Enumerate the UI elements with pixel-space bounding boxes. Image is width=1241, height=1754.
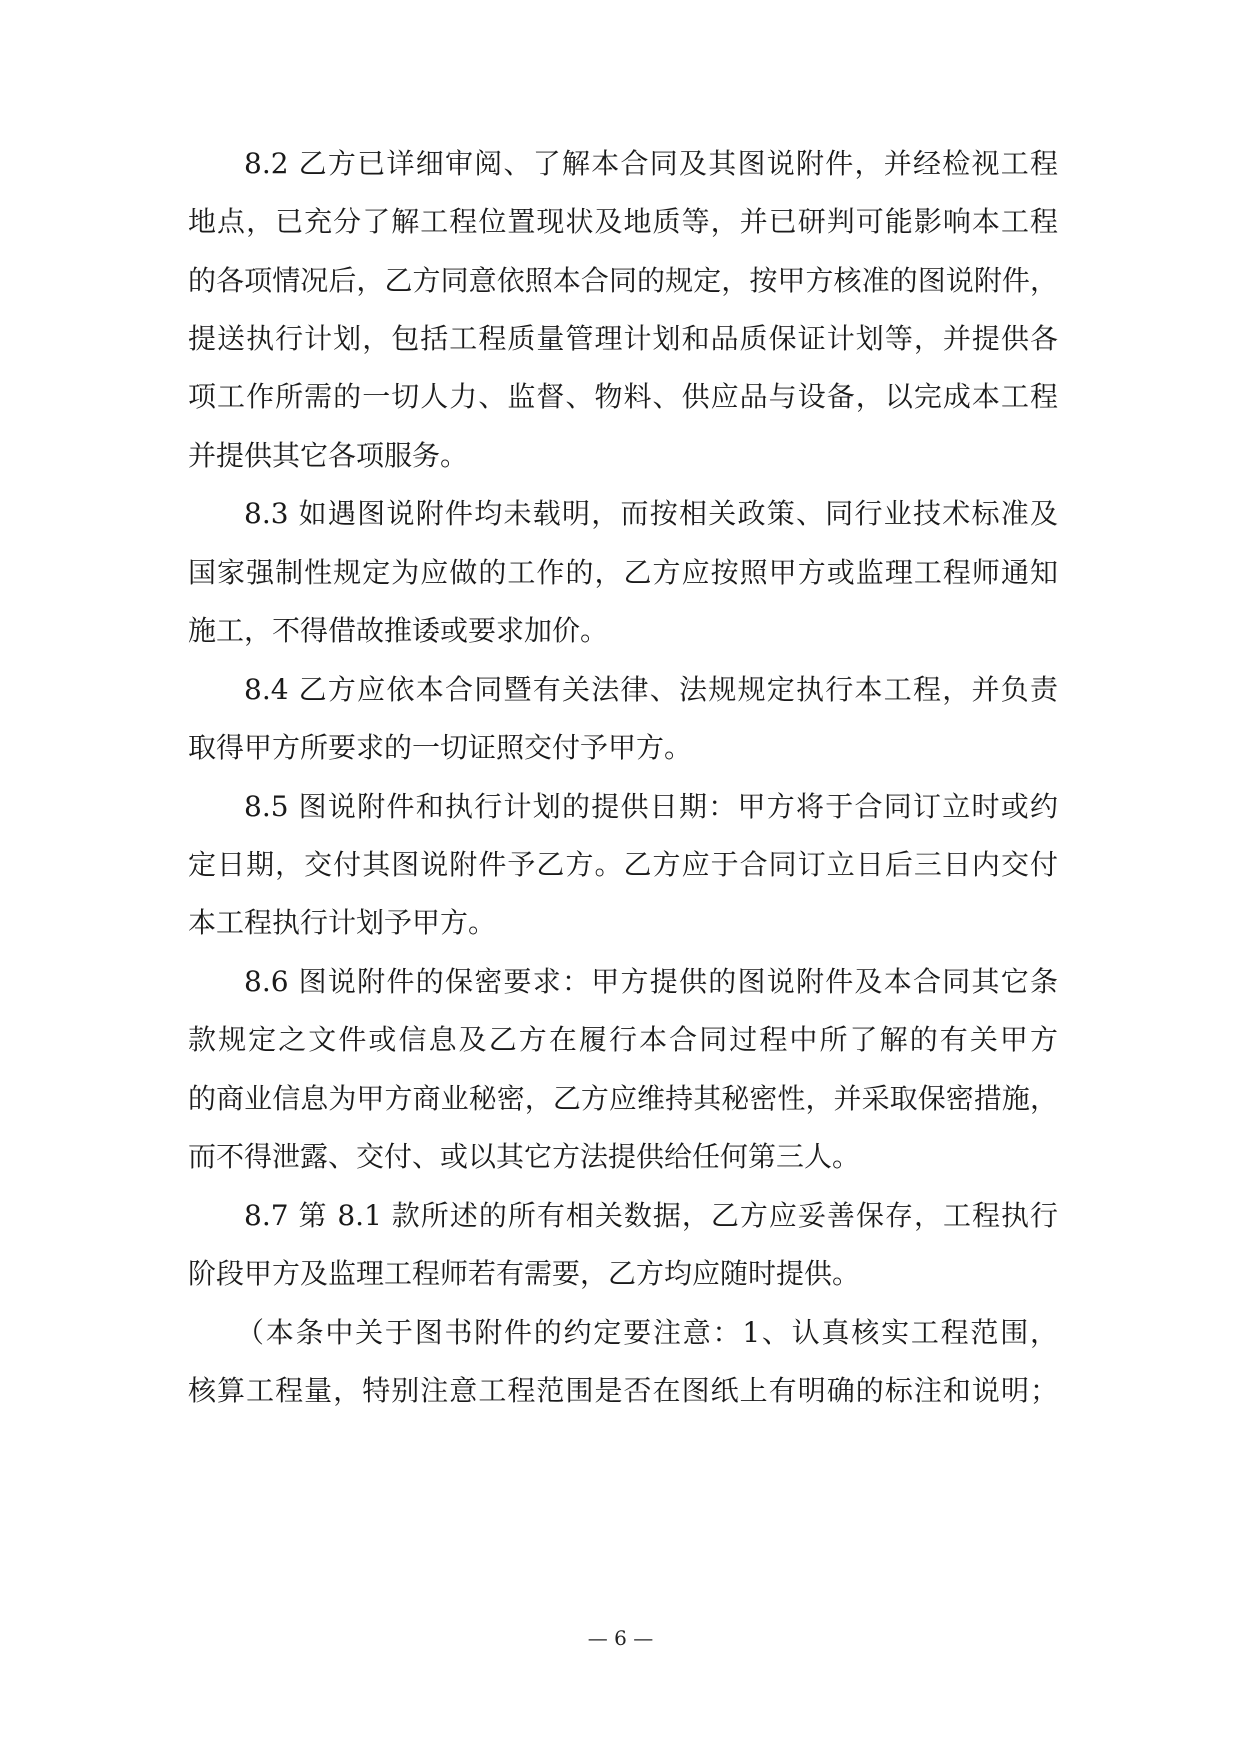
clause-8-5-line-2: 定日期，交付其图说附件予乙方。乙方应于合同订立日后三日内交付 (188, 848, 1058, 881)
note-line-2: 核算工程量，特别注意工程范围是否在图纸上有明确的标注和说明； (188, 1374, 1058, 1407)
page-number: — 6 — (587, 1626, 654, 1650)
clause-8-3-line-2: 国家强制性规定为应做的工作的，乙方应按照甲方或监理工程师通知 (188, 556, 1058, 589)
clause-8-6-line-4: 而不得泄露、交付、或以其它方法提供给任何第三人。 (188, 1140, 861, 1173)
clause-8-6-line-3: 的商业信息为甲方商业秘密，乙方应维持其秘密性，并采取保密措施， (188, 1082, 1058, 1115)
clause-8-5-line-3: 本工程执行计划予甲方。 (188, 906, 497, 939)
clause-8-6-line-1: 8.6 图说附件的保密要求：甲方提供的图说附件及本合同其它条 (244, 965, 1058, 998)
clause-8-4-line-2: 取得甲方所要求的一切证照交付予甲方。 (188, 731, 693, 764)
clause-8-6-line-2: 款规定之文件或信息及乙方在履行本合同过程中所了解的有关甲方 (188, 1023, 1058, 1056)
note-line-1: （本条中关于图书附件的约定要注意：1、认真核实工程范围， (236, 1316, 1058, 1349)
clause-8-5-line-1: 8.5 图说附件和执行计划的提供日期：甲方将于合同订立时或约 (244, 790, 1058, 823)
clause-8-7-line-1: 8.7 第 8.1 款所述的所有相关数据，乙方应妥善保存，工程执行 (244, 1199, 1058, 1232)
clause-8-3-line-3: 施工，不得借故推诿或要求加价。 (188, 614, 609, 647)
clause-8-3-line-1: 8.3 如遇图说附件均未载明，而按相关政策、同行业技术标准及 (244, 497, 1058, 530)
clause-8-2-line-5: 项工作所需的一切人力、监督、物料、供应品与设备，以完成本工程 (188, 380, 1058, 413)
clause-8-2-line-2: 地点，已充分了解工程位置现状及地质等，并已研判可能影响本工程 (188, 205, 1058, 238)
clause-8-2-line-3: 的各项情况后，乙方同意依照本合同的规定，按甲方核准的图说附件， (188, 264, 1058, 297)
clause-8-2-line-1: 8.2 乙方已详细审阅、了解本合同及其图说附件，并经检视工程 (244, 147, 1058, 180)
clause-8-7-line-2: 阶段甲方及监理工程师若有需要，乙方均应随时提供。 (188, 1257, 861, 1290)
clause-8-2-line-6: 并提供其它各项服务。 (188, 439, 469, 472)
clause-8-4-line-1: 8.4 乙方应依本合同暨有关法律、法规规定执行本工程，并负责 (244, 673, 1058, 706)
clause-8-2-line-4: 提送执行计划，包括工程质量管理计划和品质保证计划等，并提供各 (188, 322, 1058, 355)
